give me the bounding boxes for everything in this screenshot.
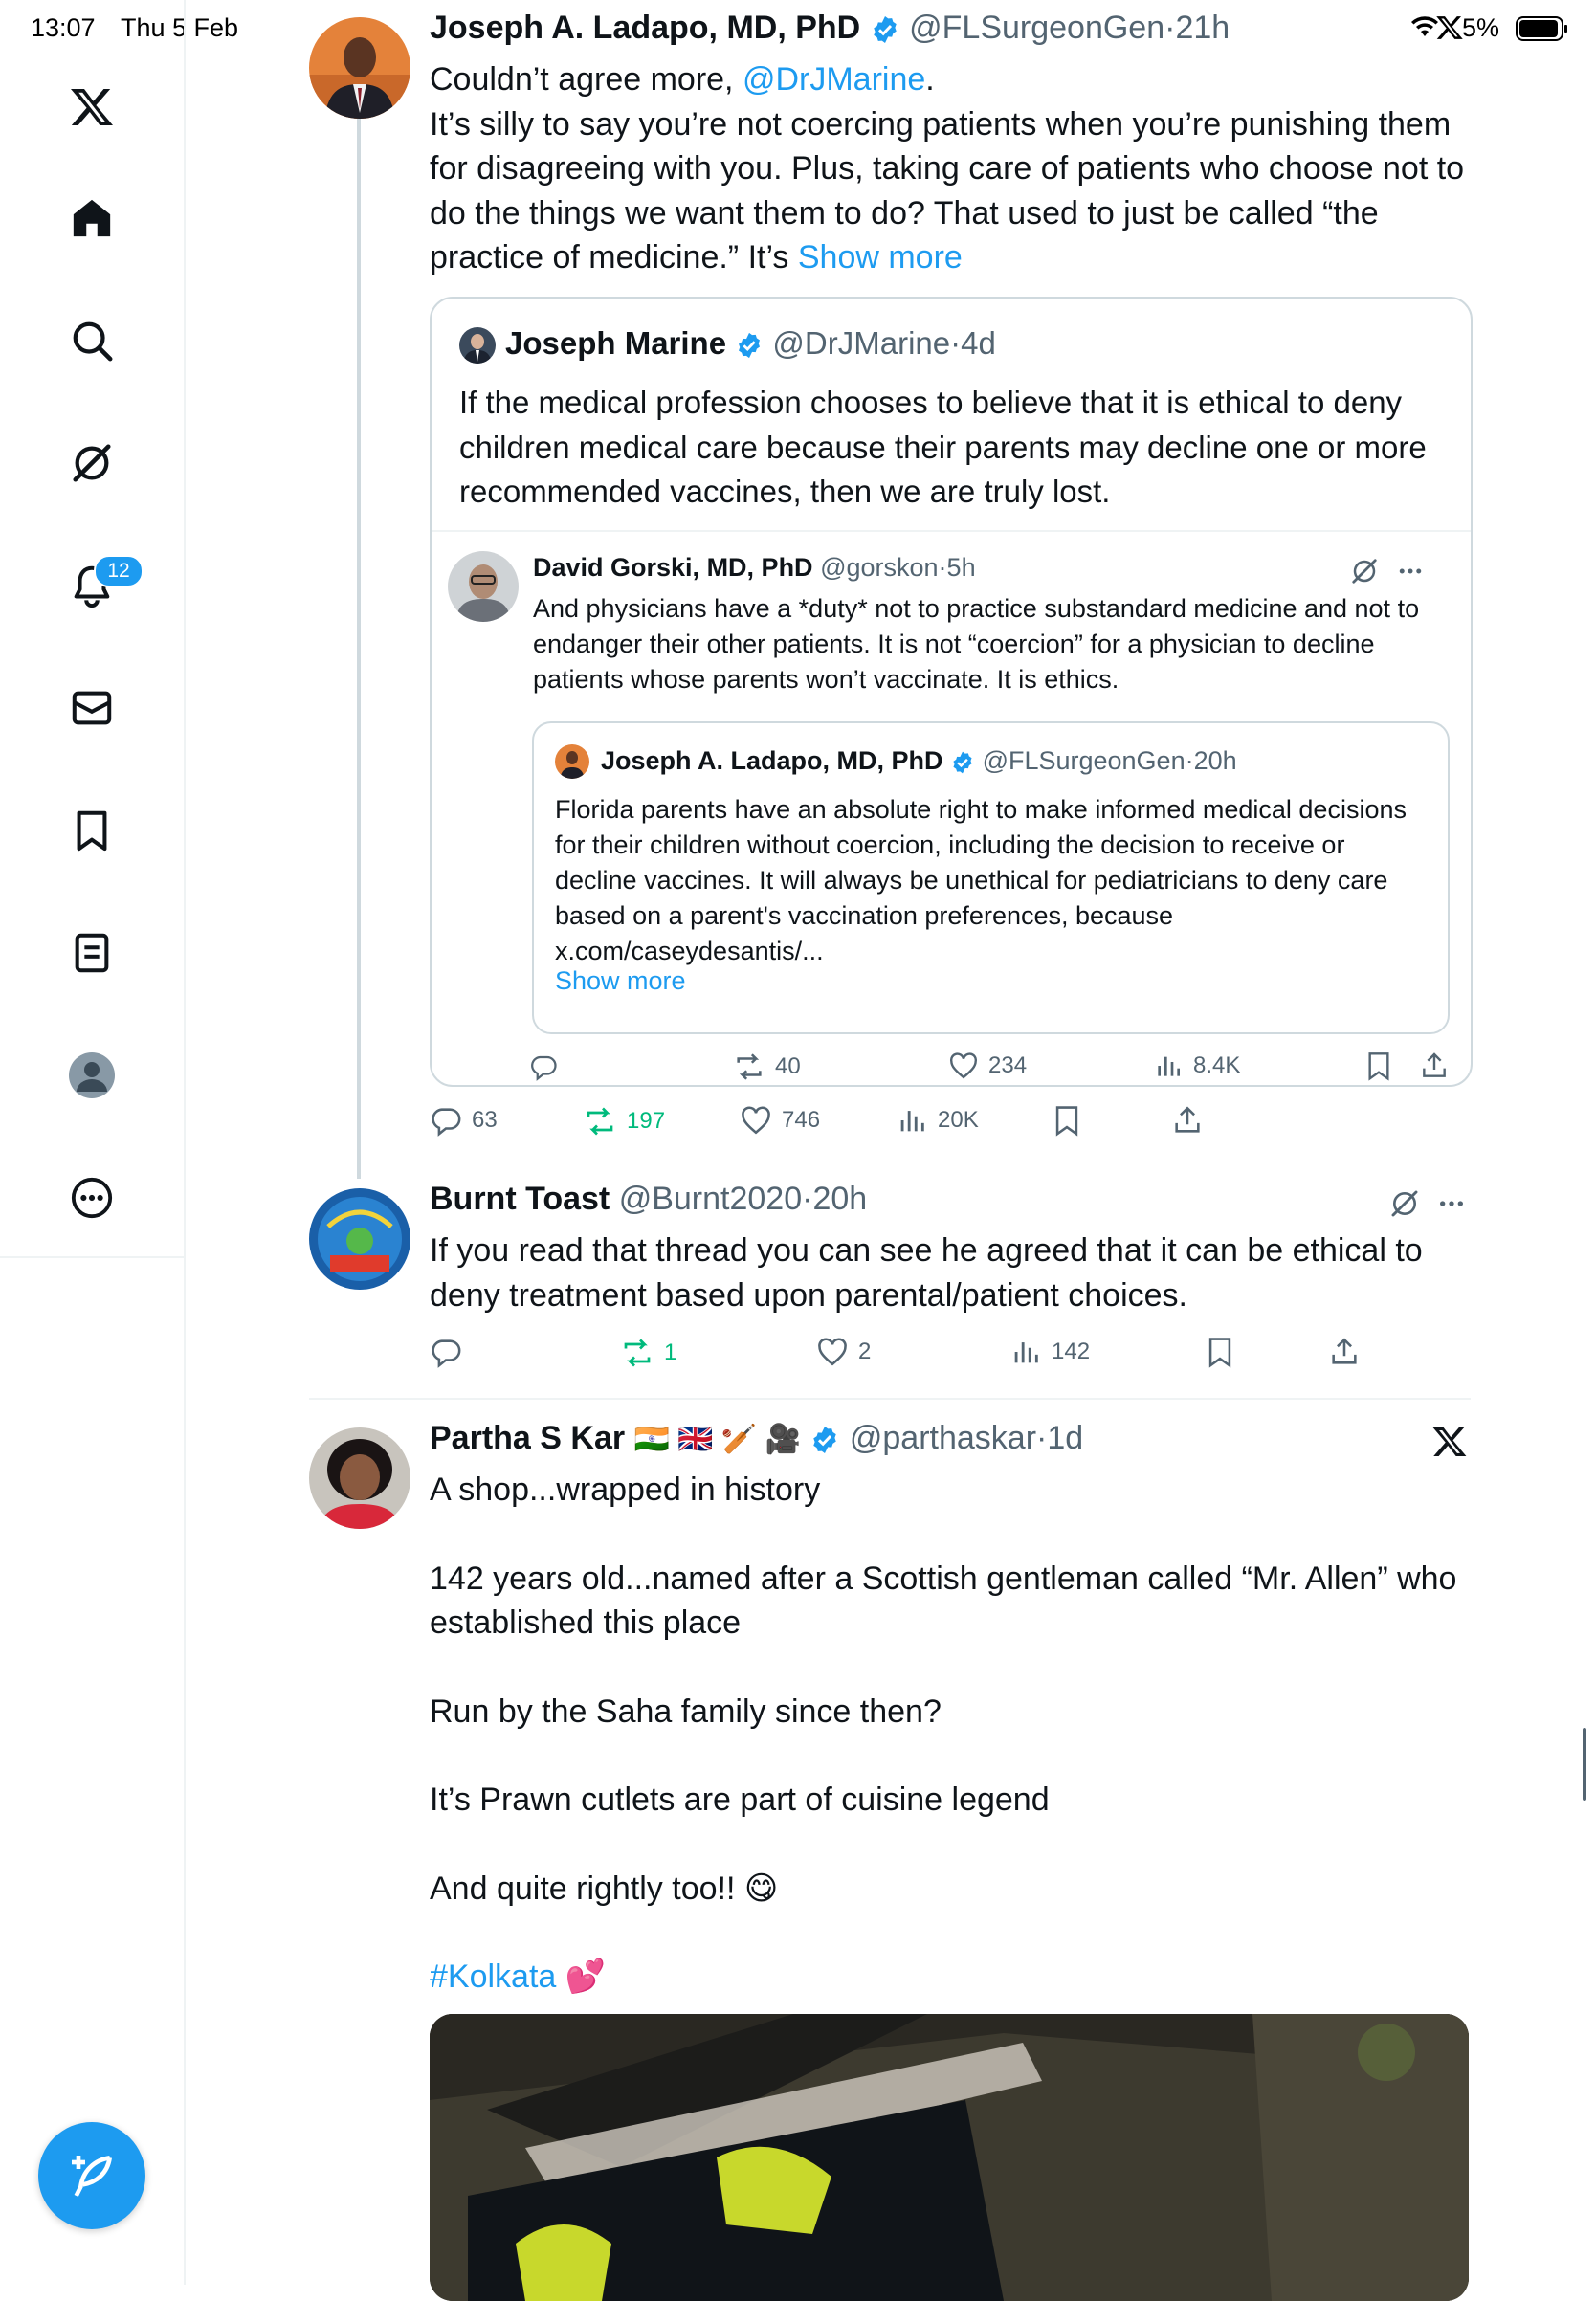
reply-icon <box>430 1336 462 1368</box>
reply-views-count: 8.4K <box>1193 1052 1241 1078</box>
quote-divider <box>432 530 1471 532</box>
avatar-marine <box>459 327 496 364</box>
tweet3-header <box>430 1420 1083 1457</box>
reply-grok-icon <box>1350 557 1379 590</box>
x-logo-icon[interactable] <box>1431 1424 1468 1465</box>
reply-handle: @gorskon <box>820 553 939 582</box>
tweet3-line3: Run by the Saha family since then? <box>430 1693 942 1730</box>
tweet3-flags: 🇮🇳 🇬🇧 🏏 🎥 <box>633 1424 801 1455</box>
tweet2-time[interactable]: 20h <box>812 1181 868 1217</box>
lists-icon[interactable] <box>54 915 130 991</box>
tweet1-show-more[interactable]: Show more <box>797 239 963 276</box>
tweet2-bookmark-button[interactable] <box>1204 1336 1236 1368</box>
tweet2-body: If you read that thread you can see he agreed that it can be ethical to deny treatment based upon parental/patient choices. <box>430 1232 1423 1314</box>
tweet1-mention[interactable]: @DrJMarine <box>742 61 926 98</box>
avatar-ladapo-small <box>555 744 589 779</box>
reply-like-count: 234 <box>988 1052 1028 1078</box>
tweet1-share-button[interactable] <box>1171 1104 1204 1137</box>
quote-handle: @DrJMarine <box>772 325 951 361</box>
tweet3-author-name[interactable]: Partha S Kar <box>430 1420 626 1456</box>
x-logo[interactable] <box>54 69 130 145</box>
quoted-tweet[interactable] <box>430 297 1473 1087</box>
reply-reply-icon <box>529 1052 558 1081</box>
battery-percent: 5% <box>1462 13 1500 42</box>
heart-icon <box>816 1336 849 1368</box>
reply-bookmark-icon <box>1363 1051 1394 1081</box>
tweet1-repost-count: 197 <box>627 1108 666 1134</box>
tweet1-repost-button[interactable] <box>583 1104 665 1139</box>
reply-header <box>533 553 976 583</box>
views-icon <box>1009 1336 1042 1368</box>
reply-more-icon <box>1396 557 1425 590</box>
thread-line <box>357 119 361 1179</box>
messages-icon[interactable] <box>54 670 130 746</box>
tweet3-dot: · <box>1036 1420 1048 1456</box>
notifications-badge: 12 <box>94 555 144 587</box>
tweet2-share-button[interactable] <box>1328 1336 1361 1368</box>
tweet3-line5: And quite rightly too!! 😋 <box>430 1870 779 1907</box>
tweet2-reply-button[interactable] <box>430 1336 462 1368</box>
verified-badge-icon <box>950 750 975 775</box>
tweet3-line4: It’s Prawn cutlets are part of cuisine legend <box>430 1781 1050 1818</box>
share-icon <box>1171 1104 1204 1137</box>
verified-badge-icon <box>870 14 900 45</box>
share-icon <box>1328 1336 1361 1368</box>
tweet2-like-button[interactable] <box>816 1336 871 1368</box>
reply-repost-count: 40 <box>775 1053 801 1079</box>
tweet3-handle[interactable]: @parthaskar <box>849 1420 1037 1456</box>
grok-icon[interactable] <box>54 425 130 501</box>
tweet2-views-count: 142 <box>1052 1339 1091 1364</box>
tweet3-body <box>430 1468 1473 2000</box>
quote-author-name: Joseph Marine <box>505 325 727 361</box>
quote-header <box>505 325 996 362</box>
tweet2-handle[interactable]: @Burnt2020 <box>618 1181 803 1217</box>
tweet1-time[interactable]: 21h <box>1175 10 1230 46</box>
avatar-burnt-toast[interactable] <box>309 1188 410 1290</box>
inner-quoted-tweet <box>532 721 1450 1034</box>
inner-time: 20h <box>1193 746 1237 775</box>
heart-icon <box>740 1104 772 1137</box>
search-icon[interactable] <box>54 302 130 379</box>
reply-repost-stat <box>733 1051 801 1083</box>
tweet1-author-name[interactable]: Joseph A. Ladapo, MD, PhD <box>430 10 861 46</box>
bookmark-icon <box>1051 1104 1083 1137</box>
tweet2-header <box>430 1181 867 1218</box>
inner-header <box>601 746 1237 776</box>
quote-time: 4d <box>961 325 996 361</box>
verified-badge-icon <box>735 331 764 360</box>
reply-views-stat <box>1153 1051 1240 1081</box>
profile-avatar[interactable] <box>54 1037 130 1114</box>
inner-author-name: Joseph A. Ladapo, MD, PhD <box>601 746 943 775</box>
tweet1-line1-pre: Couldn’t agree more, <box>430 61 743 98</box>
inner-body: Florida parents have an absolute right to make informed medical decisions for their children without coercion, including the decision to receive or decline vaccines. It will always be unethical for pediatricians to deny care based on a parent's vaccination preferences, because x.com/caseydesantis/... <box>555 795 1407 965</box>
reply-like-stat <box>948 1051 1027 1081</box>
tweet2-more-icon[interactable] <box>1435 1188 1468 1224</box>
tweet2-repost-button[interactable] <box>620 1336 676 1370</box>
avatar-gorski <box>448 551 519 622</box>
status-date: Thu 5 Feb <box>121 13 239 42</box>
tweet-divider <box>309 1398 1471 1400</box>
quote-dot: · <box>950 325 962 361</box>
sidebar-divider <box>0 1256 184 1258</box>
more-icon[interactable] <box>54 1160 130 1236</box>
avatar-ladapo[interactable] <box>309 17 410 119</box>
inner-handle: @FLSurgeonGen <box>982 746 1186 775</box>
tweet2-grok-icon[interactable] <box>1389 1188 1420 1224</box>
tweet2-repost-count: 1 <box>664 1339 677 1365</box>
sidebar <box>0 0 186 2285</box>
tweet1-dot: · <box>1164 10 1176 46</box>
home-icon[interactable] <box>54 180 130 256</box>
reply-author-name: David Gorski, MD, PhD <box>533 553 813 582</box>
tweet1-bookmark-button[interactable] <box>1051 1104 1083 1137</box>
tweet3-line2: 142 years old...named after a Scottish gentleman called “Mr. Allen” who established this place <box>430 1560 1457 1641</box>
status-time: 13:07 <box>31 13 96 42</box>
tweet1-reply-count: 63 <box>472 1107 498 1133</box>
tweet2-dot: · <box>802 1181 813 1217</box>
tweet2-views-button[interactable] <box>1009 1336 1090 1368</box>
views-icon <box>896 1104 928 1137</box>
tweet1-like-count: 746 <box>782 1107 821 1133</box>
tweet1-line1-post: . <box>925 61 935 98</box>
reply-time: 5h <box>946 553 976 582</box>
compose-button[interactable] <box>38 2122 145 2229</box>
tweet3-time[interactable]: 1d <box>1047 1420 1084 1456</box>
battery-icon <box>1516 15 1569 47</box>
tweet2-like-count: 2 <box>858 1339 872 1364</box>
tweet1-reply-button[interactable] <box>430 1104 498 1137</box>
repost-icon <box>583 1104 617 1139</box>
tweet1-text: It’s silly to say you’re not coercing patients when you’re punishing them for disagreeing with you. Plus, taking care of patients who choose not to do the things we want them to do? That used to just be called “the practice of medicine.” It’s <box>430 105 1465 276</box>
tweet3-hashtag[interactable]: #Kolkata <box>430 1958 557 1995</box>
tweet1-views-count: 20K <box>938 1107 979 1133</box>
tweet3-line1: A shop...wrapped in history <box>430 1471 821 1508</box>
avatar-partha[interactable] <box>309 1427 410 1529</box>
tweet1-views-button[interactable] <box>896 1104 979 1137</box>
inner-dot: · <box>1185 746 1194 775</box>
inner-show-more: Show more <box>555 966 686 995</box>
quote-body: If the medical profession chooses to believe that it is ethical to deny children medical care because their parents may decline one or more recommended vaccines, then we are truly lost. <box>459 385 1427 509</box>
x-status-icon <box>1435 13 1464 47</box>
tweet3-photo[interactable] <box>430 2014 1469 2301</box>
reply-body: And physicians have a *duty* not to practice substandard medicine and not to endanger their other patients. It is not “coercion” for a physician to decline patients whose parents won’t vaccinate. It is ethics. <box>533 594 1420 694</box>
scrollbar[interactable] <box>1583 1728 1586 1801</box>
verified-badge-icon <box>809 1425 840 1455</box>
bookmarks-icon[interactable] <box>54 792 130 869</box>
reply-icon <box>430 1104 462 1137</box>
tweet1-handle[interactable]: @FLSurgeonGen <box>909 10 1165 46</box>
tweet1-like-button[interactable] <box>740 1104 820 1137</box>
bookmark-icon <box>1204 1336 1236 1368</box>
repost-icon <box>620 1336 654 1370</box>
tweet2-author-name[interactable]: Burnt Toast <box>430 1181 610 1217</box>
tweet1-body <box>430 57 1473 280</box>
compose-feather-icon <box>65 2149 119 2202</box>
reply-share-icon <box>1419 1051 1450 1081</box>
reply-dot: · <box>938 553 947 582</box>
tweet3-hashtag-emoji: 💕 <box>565 1958 607 1995</box>
tweet1-header <box>430 10 1230 47</box>
